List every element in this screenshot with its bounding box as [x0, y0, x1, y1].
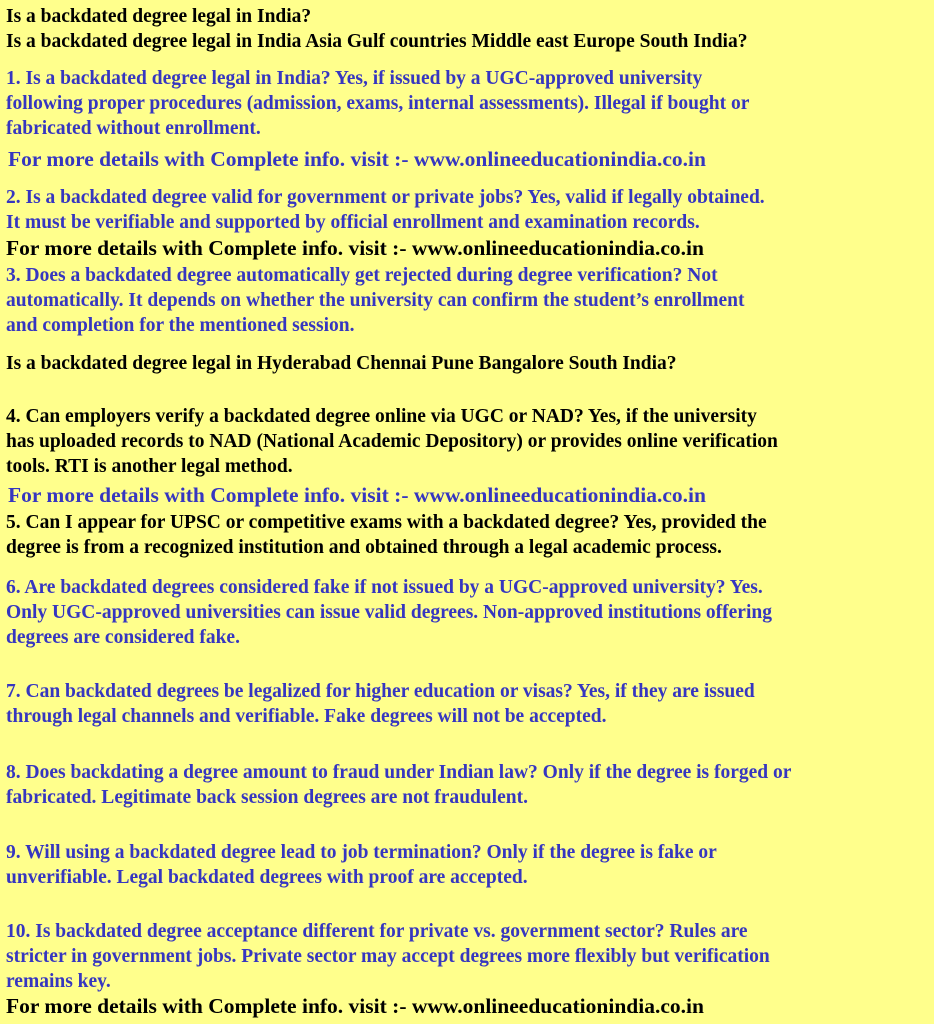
subheading: Is a backdated degree legal in Hyderabad Chennai Pune Bangalore South India?: [6, 353, 677, 374]
faq-item-10: 10. Is backdated degree acceptance different for private vs. government sector? Rules are stricter in government jobs. Private sector may accept degrees more flexibly but verification remains key.: [6, 921, 770, 992]
faq-item-2: 2. Is a backdated degree valid for government or private jobs? Yes, valid if legally obtained. It must be verifiable and supported by official enrollment and examination records.: [6, 187, 765, 233]
heading-line-1: Is a backdated degree legal in India?: [6, 6, 312, 27]
faq-item-9: 9. Will using a backdated degree lead to job termination? Only if the degree is fake or unverifiable. Legal backdated degrees with proof are accepted.: [6, 842, 717, 888]
faq-item-7: 7. Can backdated degrees be legalized for higher education or visas? Yes, if they are issued through legal channels and verifiable. Fake degrees will not be accepted.: [6, 681, 755, 727]
promo-link-4: For more details with Complete info. visit :- www.onlineeducationindia.co.in: [6, 994, 704, 1018]
promo-link-1: For more details with Complete info. visit :- www.onlineeducationindia.co.in: [8, 147, 706, 171]
faq-item-6: 6. Are backdated degrees considered fake if not issued by a UGC-approved university? Yes. Only UGC-approved universities can issue valid degrees. Non-approved institutions offering degrees are considered fake.: [6, 577, 772, 648]
faq-item-1: 1. Is a backdated degree legal in India? Yes, if issued by a UGC-approved university following proper procedures (admission, exams, internal assessments). Illegal if bought or fabricated without enrollment.: [6, 68, 750, 139]
heading-line-2: Is a backdated degree legal in India Asia Gulf countries Middle east Europe South India?: [6, 31, 748, 52]
faq-item-5: 5. Can I appear for UPSC or competitive exams with a backdated degree? Yes, provided the degree is from a recognized institution and obtained through a legal academic process.: [6, 512, 767, 558]
faq-item-8: 8. Does backdating a degree amount to fraud under Indian law? Only if the degree is forged or fabricated. Legitimate back session degrees are not fraudulent.: [6, 762, 792, 808]
promo-link-2: For more details with Complete info. visit :- www.onlineeducationindia.co.in: [6, 236, 704, 260]
faq-item-4: 4. Can employers verify a backdated degree online via UGC or NAD? Yes, if the university has uploaded records to NAD (National Academic Depository) or provides online verification tools. RTI is another legal method.: [6, 406, 778, 477]
faq-item-3: 3. Does a backdated degree automatically get rejected during degree verification? Not automatically. It depends on whether the university can confirm the student’s enrollment and completion for the mentioned session.: [6, 265, 745, 336]
promo-link-3: For more details with Complete info. visit :- www.onlineeducationindia.co.in: [8, 483, 706, 507]
